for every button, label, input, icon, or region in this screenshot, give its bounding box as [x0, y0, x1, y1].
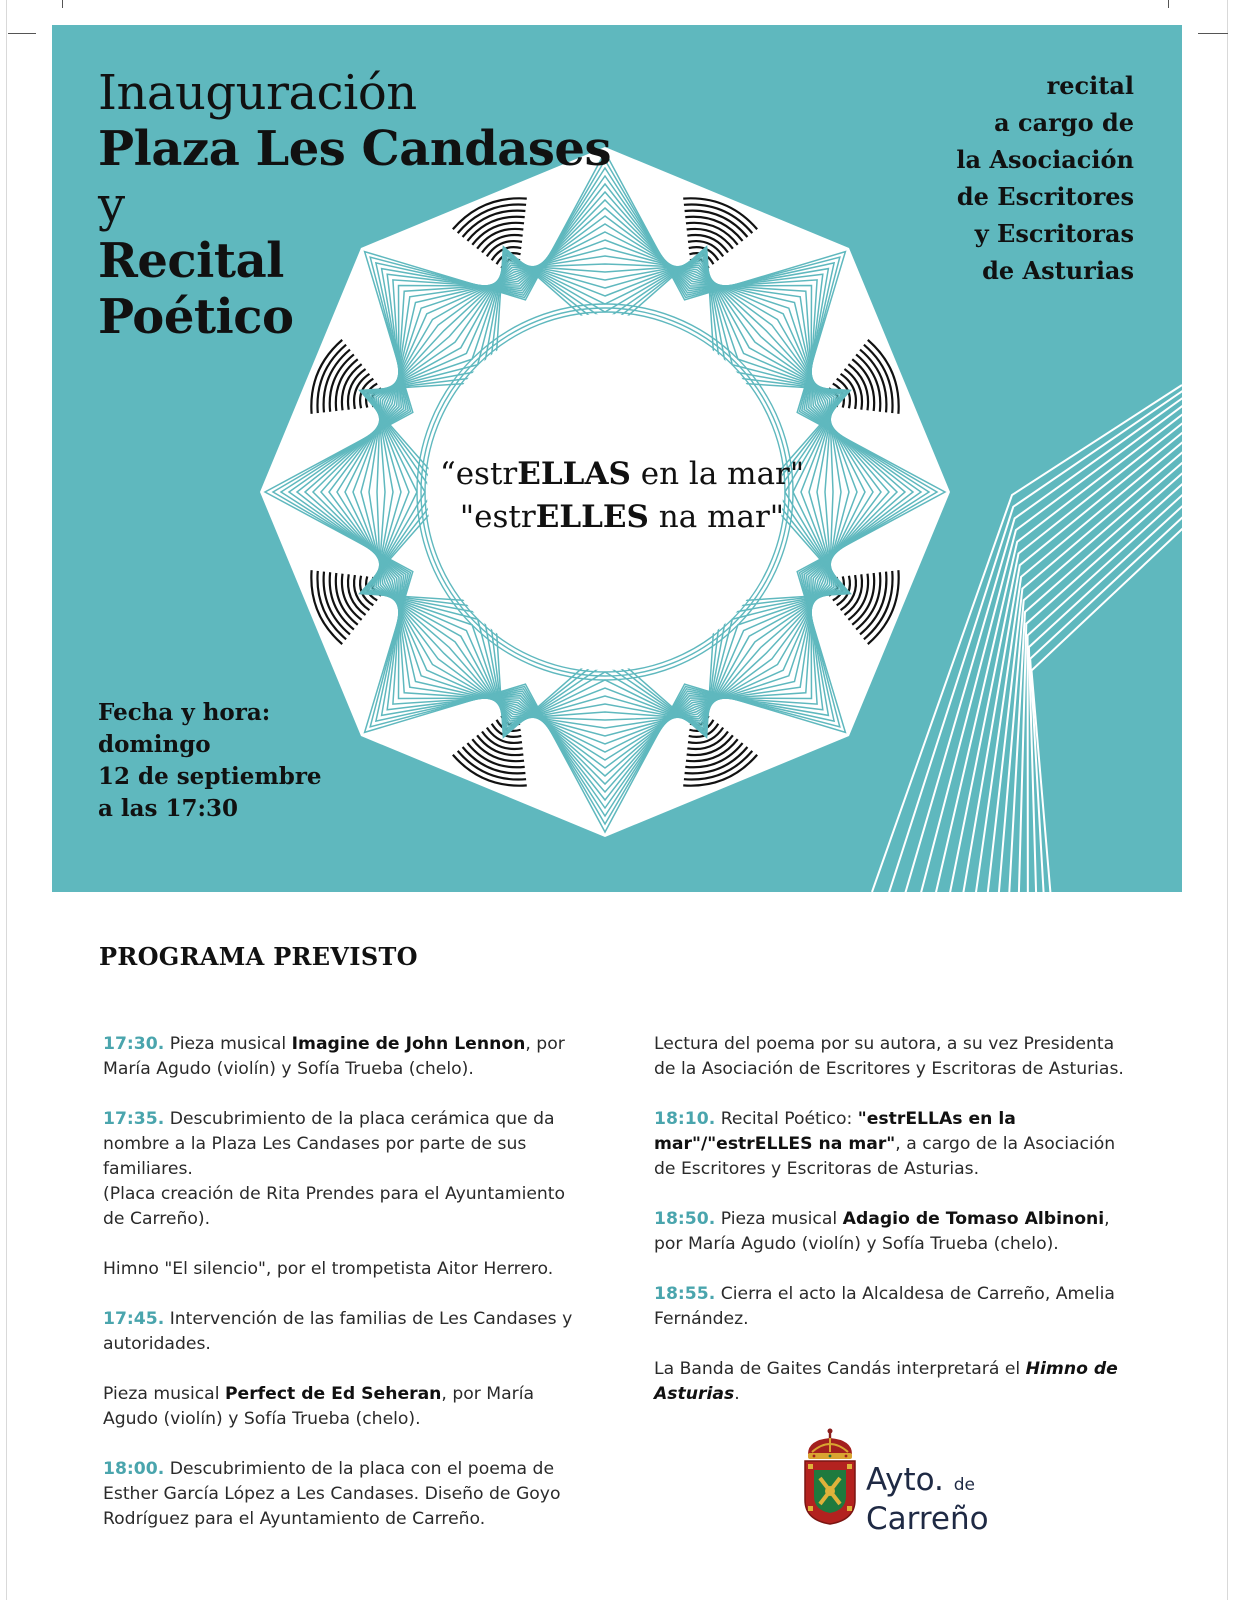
title-line: Recital [98, 233, 284, 289]
corner-line [911, 377, 1182, 892]
item-text: , por María Agudo (violín) y Sofía Trueba (chelo). [103, 1034, 565, 1079]
item-time: 17:35. [103, 1109, 165, 1129]
item-text: Pieza musical [164, 1034, 292, 1054]
item-time: 18:55. [654, 1284, 716, 1304]
quote-line-1 [342, 453, 902, 496]
ayuntamiento-logo-text [866, 1463, 989, 1536]
logo-line-2: Carreño [866, 1501, 989, 1537]
recital-line: de Asturias [982, 256, 1134, 285]
event-banner [52, 25, 1182, 892]
item-time: 17:45. [103, 1309, 165, 1329]
programa-left-column [103, 1032, 583, 1557]
corner-line [976, 364, 1182, 892]
recital-line: la Asociación [956, 145, 1134, 174]
crop-mark [62, 0, 63, 8]
event-date [98, 697, 322, 825]
item-text: Descubrimiento de la placa con el poema de Esther García López a Les Candases. Diseño de Goyo Rodríguez para el Ayuntamiento de Carreño. [103, 1459, 561, 1529]
item-text: , por María Agudo (violín) y Sofía Trueba (chelo). [654, 1209, 1110, 1254]
item-text: Pieza musical [103, 1384, 225, 1404]
logo-ayto: Ayto. [866, 1462, 944, 1498]
quote-text: na mar" [648, 499, 785, 535]
item-text: , por María Agudo (violín) y Sofía Trueba (chelo). [103, 1384, 535, 1429]
item-text: (Placa creación de Rita Prendes para el Ayuntamiento de Carreño). [103, 1184, 566, 1229]
programa-item [654, 1107, 1124, 1182]
corner-line [950, 369, 1182, 892]
quote-bold: ELLES [535, 499, 649, 535]
item-time: 17:30. [103, 1034, 165, 1054]
item-text: Lectura del poema por su autora, a su vez Presidenta de la Asociación de Escritores y Escritoras de Asturias. [654, 1034, 1124, 1079]
title-line: Inauguración [98, 65, 417, 121]
programa-item [103, 1307, 583, 1357]
item-bold: "estrELLAs en la mar"/"estrELLES na mar" [654, 1109, 1016, 1154]
crop-mark [1198, 33, 1228, 34]
item-text: . [734, 1384, 740, 1404]
quote-line-2 [342, 496, 902, 539]
corner-line [1002, 359, 1182, 892]
item-text: Intervención de las familias de Les Candases y autoridades. [103, 1309, 573, 1354]
corner-line [1030, 349, 1182, 892]
title-line: Plaza Les Candases [98, 121, 611, 177]
item-time: 18:00. [103, 1459, 165, 1479]
item-bold-italic: Himno de Asturias [654, 1359, 1118, 1404]
crop-mark [1168, 0, 1169, 8]
item-text: Cierra el acto la Alcaldesa de Carreño, Amelia Fernández. [654, 1284, 1115, 1329]
item-text: Descubrimiento de la placa cerámica que da nombre a la Plaza Les Candases por parte de sus familiares. [103, 1109, 555, 1179]
programa-right-column [654, 1032, 1124, 1432]
item-text: Himno "El silencio", por el trompetista Aitor Herrero. [103, 1259, 554, 1279]
quote-text: "estr [459, 499, 536, 535]
date-line: Fecha y hora: [98, 699, 271, 726]
quote-text: “estr [439, 456, 518, 492]
logo-line-1 [866, 1463, 989, 1502]
recital-line: recital [1046, 71, 1134, 100]
date-line: a las 17:30 [98, 795, 239, 822]
programa-item [654, 1032, 1124, 1082]
crop-mark [8, 33, 36, 34]
item-text: La Banda de Gaites Candás interpretará el [654, 1359, 1026, 1379]
corner-line [1032, 346, 1183, 892]
item-bold: Imagine de John Lennon [291, 1034, 526, 1054]
coat-of-arms-icon [800, 1428, 860, 1528]
programa-item [103, 1382, 583, 1432]
item-time: 18:50. [654, 1209, 716, 1229]
item-text: Pieza musical [715, 1209, 843, 1229]
programa-item [103, 1032, 583, 1082]
programa-item [654, 1282, 1124, 1332]
item-time: 18:10. [654, 1109, 716, 1129]
recital-info [956, 67, 1134, 289]
recital-line: a cargo de [994, 108, 1134, 137]
item-text: Recital Poético: [715, 1109, 858, 1129]
programa-item [103, 1107, 583, 1232]
date-line: domingo [98, 731, 211, 758]
programa-item [654, 1357, 1124, 1407]
event-title [98, 65, 611, 345]
programa-item [654, 1207, 1124, 1257]
quote-bold: ELLAS [517, 456, 631, 492]
programa-title: PROGRAMA PREVISTO [99, 942, 418, 971]
item-bold: Adagio de Tomaso Albinoni [842, 1209, 1105, 1229]
item-text: , a cargo de la Asociación de Escritores y Escritoras de Asturias. [654, 1134, 1116, 1179]
recital-quote [342, 453, 902, 539]
item-bold: Perfect de Ed Seheran [224, 1384, 442, 1404]
date-line: 12 de septiembre [98, 763, 322, 790]
recital-line: de Escritores [956, 182, 1134, 211]
quote-text: en la mar" [630, 456, 805, 492]
recital-line: y Escritoras [974, 219, 1134, 248]
title-line: y [98, 177, 125, 233]
title-line: Poético [98, 289, 294, 345]
programa-item [103, 1457, 583, 1532]
logo-de: de [953, 1475, 975, 1495]
programa-item [103, 1257, 583, 1282]
